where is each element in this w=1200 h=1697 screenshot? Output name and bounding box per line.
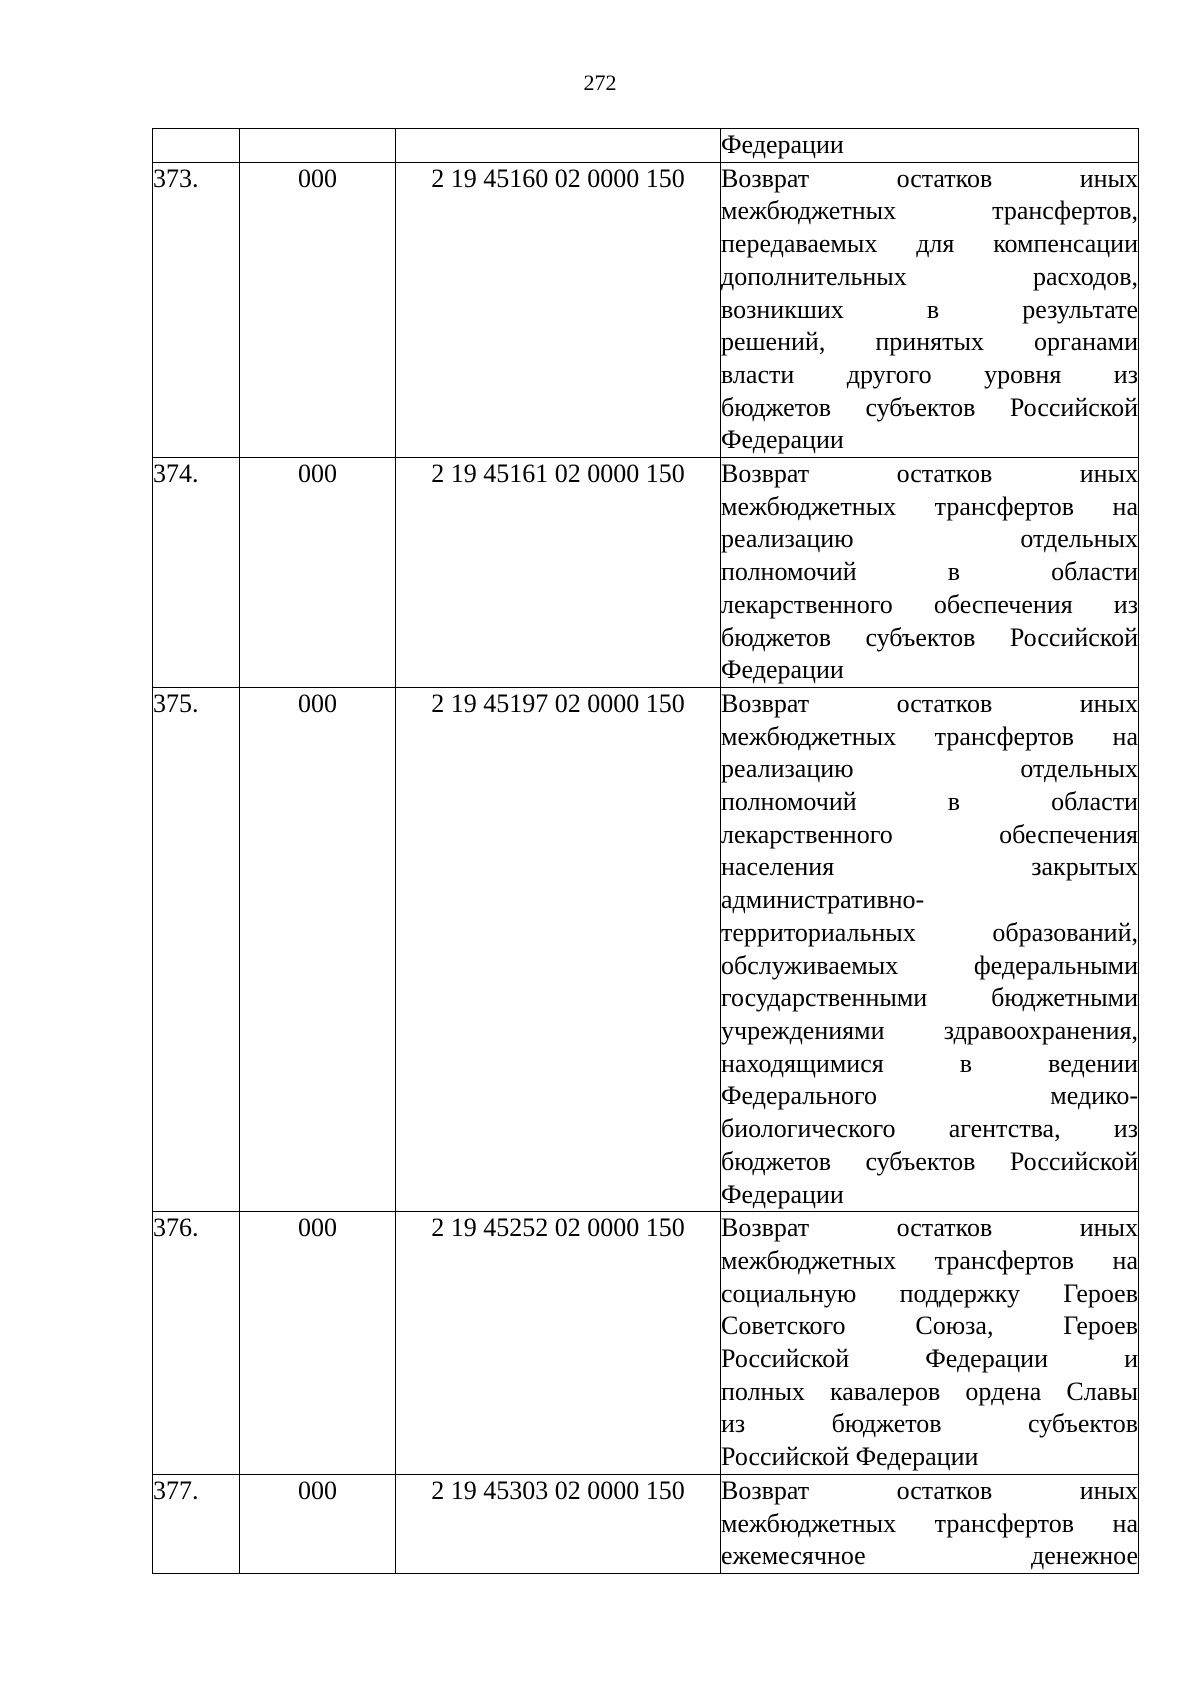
table-body: [153, 129, 1139, 1574]
description-line: бюджетов субъектов Российской: [721, 392, 1138, 422]
table-row: [153, 1212, 1139, 1475]
table-row: [153, 687, 1139, 1211]
row-number-cell: 374.: [153, 458, 240, 688]
description-line: Российской Федерации и: [721, 1344, 1138, 1374]
description-line: Федерации: [721, 1179, 844, 1209]
admin-code-cell: 000: [240, 1474, 396, 1573]
description-line: обслуживаемых федеральными: [721, 950, 1138, 980]
row-number-cell: 376.: [153, 1212, 240, 1475]
description-line: полномочий в области: [721, 557, 1138, 587]
description-line: полномочий в области: [721, 787, 1138, 817]
description-line: бюджетов субъектов Российской: [721, 1146, 1138, 1176]
description-line: государственными бюджетными: [721, 983, 1138, 1013]
description-line: Федерации: [721, 655, 844, 685]
row-number-cell: [153, 129, 240, 163]
budget-code-cell: 2 19 45161 02 0000 150: [396, 458, 721, 688]
description-cell: [721, 129, 1139, 163]
description-line: лекарственного обеспечения: [721, 819, 1138, 849]
description-line: Возврат остатков иных: [721, 1213, 1138, 1243]
description-line: Возврат остатков иных: [721, 459, 1138, 489]
description-line: территориальных образований,: [721, 917, 1138, 947]
description-line: полных кавалеров ордена Славы: [721, 1376, 1138, 1406]
description-line: межбюджетных трансфертов на: [721, 721, 1138, 751]
description-line: межбюджетных трансфертов на: [721, 1245, 1138, 1275]
description-line: передаваемых для компенсации: [721, 229, 1138, 259]
admin-code-cell: 000: [240, 458, 396, 688]
description-line: Федерации: [721, 425, 844, 455]
description-line: межбюджетных трансфертов,: [721, 196, 1138, 226]
description-line: бюджетов субъектов Российской: [721, 622, 1138, 652]
description-line: Возврат остатков иных: [721, 1475, 1138, 1505]
description-line: реализацию отдельных: [721, 754, 1138, 784]
table-row: [153, 129, 1139, 163]
description-line: находящимися в ведении: [721, 1048, 1138, 1078]
admin-code-cell: [240, 129, 396, 163]
description-cell: [721, 458, 1139, 688]
description-cell: [721, 687, 1139, 1211]
description-line: биологического агентства, из: [721, 1114, 1138, 1144]
row-number-cell: 373.: [153, 162, 240, 457]
budget-code-cell: 2 19 45197 02 0000 150: [396, 687, 721, 1211]
description-line: межбюджетных трансфертов на: [721, 1508, 1138, 1538]
description-line: социальную поддержку Героев: [721, 1278, 1138, 1308]
admin-code-cell: 000: [240, 1212, 396, 1475]
description-line: Российской Федерации: [721, 1442, 979, 1472]
budget-code-cell: 2 19 45160 02 0000 150: [396, 162, 721, 457]
description-cell: [721, 1474, 1139, 1573]
description-line: межбюджетных трансфертов на: [721, 491, 1138, 521]
description-line: лекарственного обеспечения из: [721, 589, 1138, 619]
description-line: дополнительных расходов,: [721, 261, 1138, 291]
description-line: ежемесячное денежное: [721, 1541, 1138, 1571]
description-cell: [721, 162, 1139, 457]
admin-code-cell: 000: [240, 687, 396, 1211]
budget-code-cell: 2 19 45303 02 0000 150: [396, 1474, 721, 1573]
description-line: населения закрытых: [721, 852, 1138, 882]
row-number-cell: 377.: [153, 1474, 240, 1573]
budget-codes-table: [152, 128, 1139, 1574]
description-line: Советского Союза, Героев: [721, 1311, 1138, 1341]
table-row: [153, 458, 1139, 688]
description-line: Федерации: [721, 130, 844, 159]
description-line: реализацию отдельных: [721, 524, 1138, 554]
budget-code-cell: 2 19 45252 02 0000 150: [396, 1212, 721, 1475]
admin-code-cell: 000: [240, 162, 396, 457]
row-number-cell: 375.: [153, 687, 240, 1211]
description-line: из бюджетов субъектов: [721, 1409, 1138, 1439]
description-line: учреждениями здравоохранения,: [721, 1015, 1138, 1045]
table-row: [153, 1474, 1139, 1573]
table-row: [153, 162, 1139, 457]
description-line: административно-: [721, 885, 925, 915]
description-line: власти другого уровня из: [721, 359, 1138, 389]
description-line: Возврат остатков иных: [721, 163, 1138, 193]
description-line: решений, принятых органами: [721, 327, 1138, 357]
description-line: Федерального медико-: [721, 1081, 1138, 1111]
description-cell: [721, 1212, 1139, 1475]
description-line: Возврат остатков иных: [721, 688, 1138, 718]
page-number: 272: [583, 70, 617, 95]
budget-code-cell: [396, 129, 721, 163]
description-line: возникших в результате: [721, 294, 1138, 324]
